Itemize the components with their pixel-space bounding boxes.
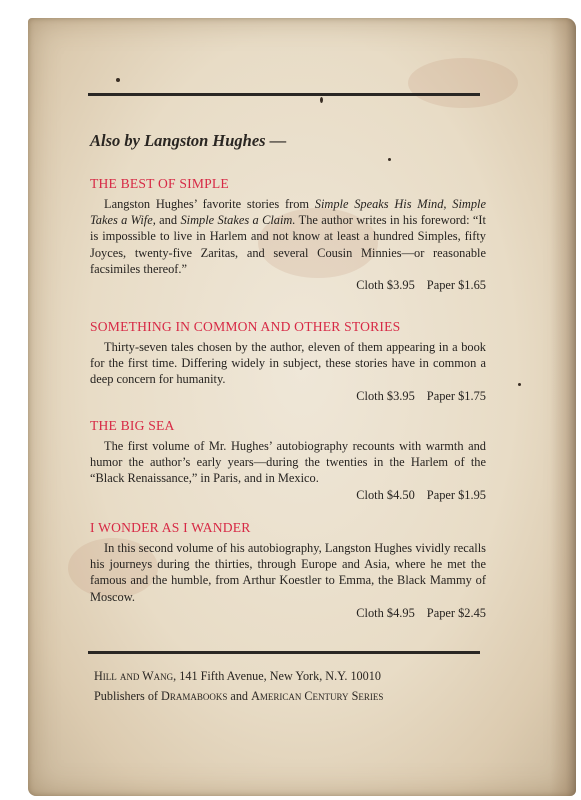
publisher-name: Hill and Wang,	[94, 669, 177, 683]
description-text: In this second volume of his autobiography, Langston Hughes vividly recalls his journeys during the thirties, through Europe and Asia, where he met the famous and the humble, from Arthur Koestler to Emma, the Black Mammy of Moscow.	[90, 541, 486, 604]
series-prefix: Publishers of	[94, 689, 162, 703]
description-text: The author writes in his foreword: “It is impossible to live in Harlem and not know at least a hundred Simples, fifty Joyces, twenty-five Zaritas, and several Cousin Minnies—or reasonable facsimiles thereof.”	[90, 213, 486, 276]
book-jacket-back	[28, 18, 576, 796]
book-title-reference: Simple Speaks His Mind,	[314, 197, 447, 211]
book-entry	[90, 520, 486, 621]
book-title: THE BEST OF SIMPLE	[90, 176, 229, 191]
book-entry	[90, 418, 486, 503]
paper-price: Paper $1.75	[426, 388, 486, 403]
cloth-price: Cloth $3.95	[356, 278, 415, 293]
price-line	[90, 277, 486, 293]
description-text: and	[155, 213, 181, 228]
publisher-address-line	[94, 666, 383, 686]
book-entry	[90, 319, 486, 404]
book-title: SOMETHING IN COMMON AND OTHER STORIES	[90, 319, 401, 334]
description-text: The first volume of Mr. Hughes’ autobiography recounts with warmth and humor the author’s early years—during the twenties in the Harlem of the “Black Renaissance,” in Paris, and in Mexico.	[90, 439, 486, 486]
speck	[518, 383, 521, 386]
publisher-block	[94, 666, 383, 706]
spine-edge-wear	[550, 18, 576, 796]
page-heading: Also by Langston Hughes —	[90, 131, 287, 150]
price-line	[90, 487, 486, 503]
book-title-reference: Simple Stakes a Claim.	[180, 213, 296, 228]
cloth-price: Cloth $4.50	[356, 487, 415, 502]
cloth-price: Cloth $4.95	[356, 605, 415, 620]
description-text: Langston Hughes’ favorite stories from	[104, 197, 315, 211]
book-title: THE BIG SEA	[90, 418, 175, 433]
book-title: I WONDER AS I WANDER	[90, 520, 251, 535]
speck	[116, 78, 120, 82]
speck	[320, 97, 323, 103]
speck	[388, 158, 391, 161]
book-description	[90, 540, 486, 605]
paper-price: Paper $1.95	[426, 487, 486, 502]
paper-price: Paper $2.45	[426, 605, 486, 620]
paper-price: Paper $1.65	[426, 278, 486, 293]
book-description	[90, 438, 486, 487]
price-line	[90, 605, 486, 621]
book-description	[90, 196, 486, 277]
series-mid: and	[227, 689, 252, 703]
bottom-rule	[88, 651, 480, 654]
book-title-reference: Simple Takes a Wife,	[90, 197, 486, 228]
imprint-dramabooks: Dramabooks	[161, 689, 228, 703]
price-line	[90, 388, 486, 404]
imprint-american-century: American Century Series	[251, 689, 384, 703]
cloth-price: Cloth $3.95	[356, 388, 415, 403]
publisher-address: 141 Fifth Avenue, New York, N.Y. 10010	[176, 669, 381, 683]
book-entry	[90, 176, 486, 293]
stain	[408, 58, 518, 108]
description-text: Thirty-seven tales chosen by the author, eleven of them appearing in a book for the first time. Differing widely in subject, these stories have in common a deep concern for humanity.	[90, 340, 486, 387]
top-rule	[88, 93, 480, 96]
publisher-series-line	[94, 686, 383, 706]
book-description	[90, 339, 486, 388]
